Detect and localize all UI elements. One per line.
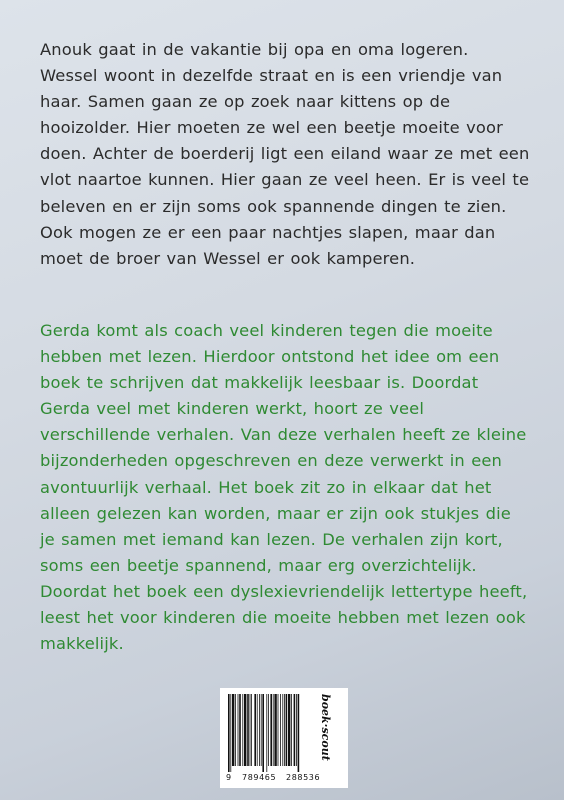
author-description-text: Gerda komt als coach veel kinderen tegen die moeite hebben met lezen. Hierdoor ontstond het idee om een boek te schrijven dat makkelijk leesbaar is. Doordat Gerda veel met kinderen werkt, hoort ze veel verschillende verhalen. Van deze verhalen heeft ze kleine bijzonderheden opgeschreven en deze verwerkt in een avontuurlijk verhaal. Het boek zit zo in elkaar dat het alleen gelezen kan worden, maar er zijn ook stukjes die je samen met iemand kan lezen. De verhalen zijn kort, soms een beetje spannend, maar erg overzichtelijk. Doordat het boek een dyslexievriendelijk lettertype heeft, leest het voor kinderen die moeite hebben met lezen ook makkelijk. (40, 321, 528, 654)
isbn-prefix: 9 (226, 773, 232, 782)
isbn-group-2: 288536 (286, 773, 321, 782)
isbn-group-1: 789465 (242, 773, 277, 782)
publisher-logo (319, 694, 344, 782)
publisher-logo-text: boek·scout (319, 694, 332, 761)
story-summary-text: Anouk gaat in de vakantie bij opa en oma logeren. Wessel woont in dezelfde straat en is een vriendje van haar. Samen gaan ze op zoek naar kittens op de hooizolder. Hier moeten ze wel een beetje moeite voor doen. Achter de boerderij ligt een eiland waar ze met een vlot naartoe kunnen. Hier gaan ze veel heen. Er is veel te beleven en er zijn soms ook spannende dingen te zien. Ook mogen ze er een paar nachtjes slapen, maar dan moet de broer van Wessel er ook kamperen. (40, 40, 530, 268)
barcode-icon (228, 694, 324, 772)
barcode-panel (220, 688, 348, 788)
